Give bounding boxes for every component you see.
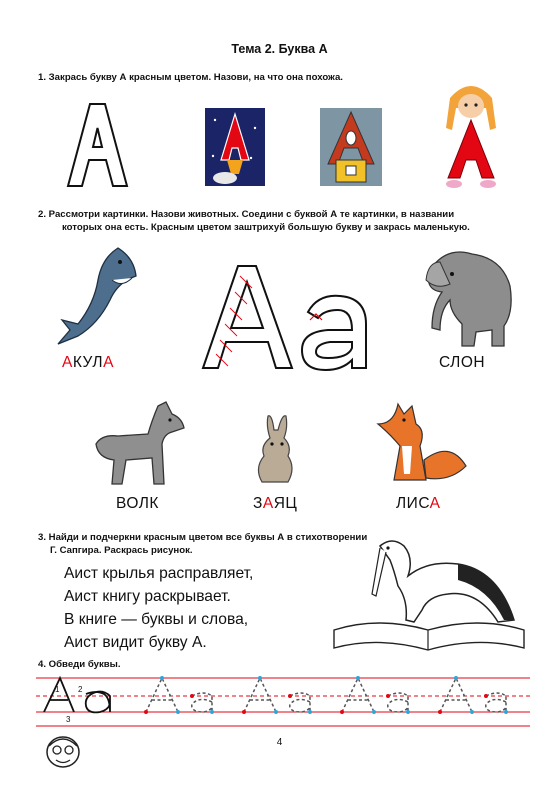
task-4-text: 4. Обведи буквы.: [38, 659, 121, 670]
wolf-icon: [92, 400, 192, 486]
poem-line[interactable]: В книге — буквы и слова,: [64, 611, 249, 628]
word-volk: ВОЛК: [116, 495, 159, 512]
word-zayats: [253, 495, 297, 513]
big-and-small-letter-a[interactable]: [198, 258, 378, 374]
step-1-label: 1: [55, 685, 60, 694]
stork-icon[interactable]: [328, 530, 528, 660]
mascot-icon: [44, 730, 82, 770]
tracing-line[interactable]: [0, 672, 559, 732]
word-lisa-part1: ЛИС: [396, 495, 430, 512]
word-lisa-part2: А: [429, 495, 441, 512]
task-2-text-line1: 2. Рассмотри картинки. Назови животных. Соедини с буквой А те картинки, в названии: [38, 209, 455, 220]
task-3-text-line1: 3. Найди и подчеркни красным цветом все буквы А в стихотворении: [38, 532, 368, 543]
task-1-text: 1. Закрась букву А красным цветом. Назови, на что она похожа.: [38, 72, 343, 83]
step-3-label: 3: [66, 715, 71, 724]
word-zayats-part2: А: [262, 495, 274, 512]
elephant-icon: [410, 240, 518, 348]
word-slon: СЛОН: [439, 354, 486, 371]
big-letter-outline[interactable]: [50, 98, 145, 193]
task-2-text-line2: которых она есть. Красным цветом заштрихуй большую букву и закрась маленькую.: [62, 222, 470, 233]
poem: [64, 562, 253, 654]
task-3-text-line2: Г. Сапгира. Раскрась рисунок.: [50, 545, 193, 556]
fox-icon: [370, 400, 470, 486]
word-akula-part1: А: [62, 354, 73, 371]
page-title: Тема 2. Буква А: [231, 42, 328, 56]
word-akula: [62, 354, 114, 372]
poem-line[interactable]: Аист крылья расправляет,: [64, 565, 254, 582]
word-akula-part2: КУЛ: [72, 354, 104, 371]
word-lisa: [396, 495, 441, 513]
poem-line[interactable]: Аист книгу раскрывает.: [64, 588, 231, 605]
house-a-icon: [320, 108, 382, 188]
hare-icon: [248, 412, 308, 488]
rocket-a-icon: [205, 108, 265, 188]
step-2-label: 2: [78, 685, 83, 694]
page-number: 4: [276, 737, 283, 748]
word-zayats-part1: З: [253, 495, 263, 512]
word-zayats-part3: ЯЦ: [273, 495, 298, 512]
word-akula-part3: А: [103, 354, 114, 371]
girl-a-icon: [430, 78, 512, 194]
shark-icon: [48, 240, 148, 350]
poem-line[interactable]: Аист видит букву А.: [64, 634, 207, 651]
